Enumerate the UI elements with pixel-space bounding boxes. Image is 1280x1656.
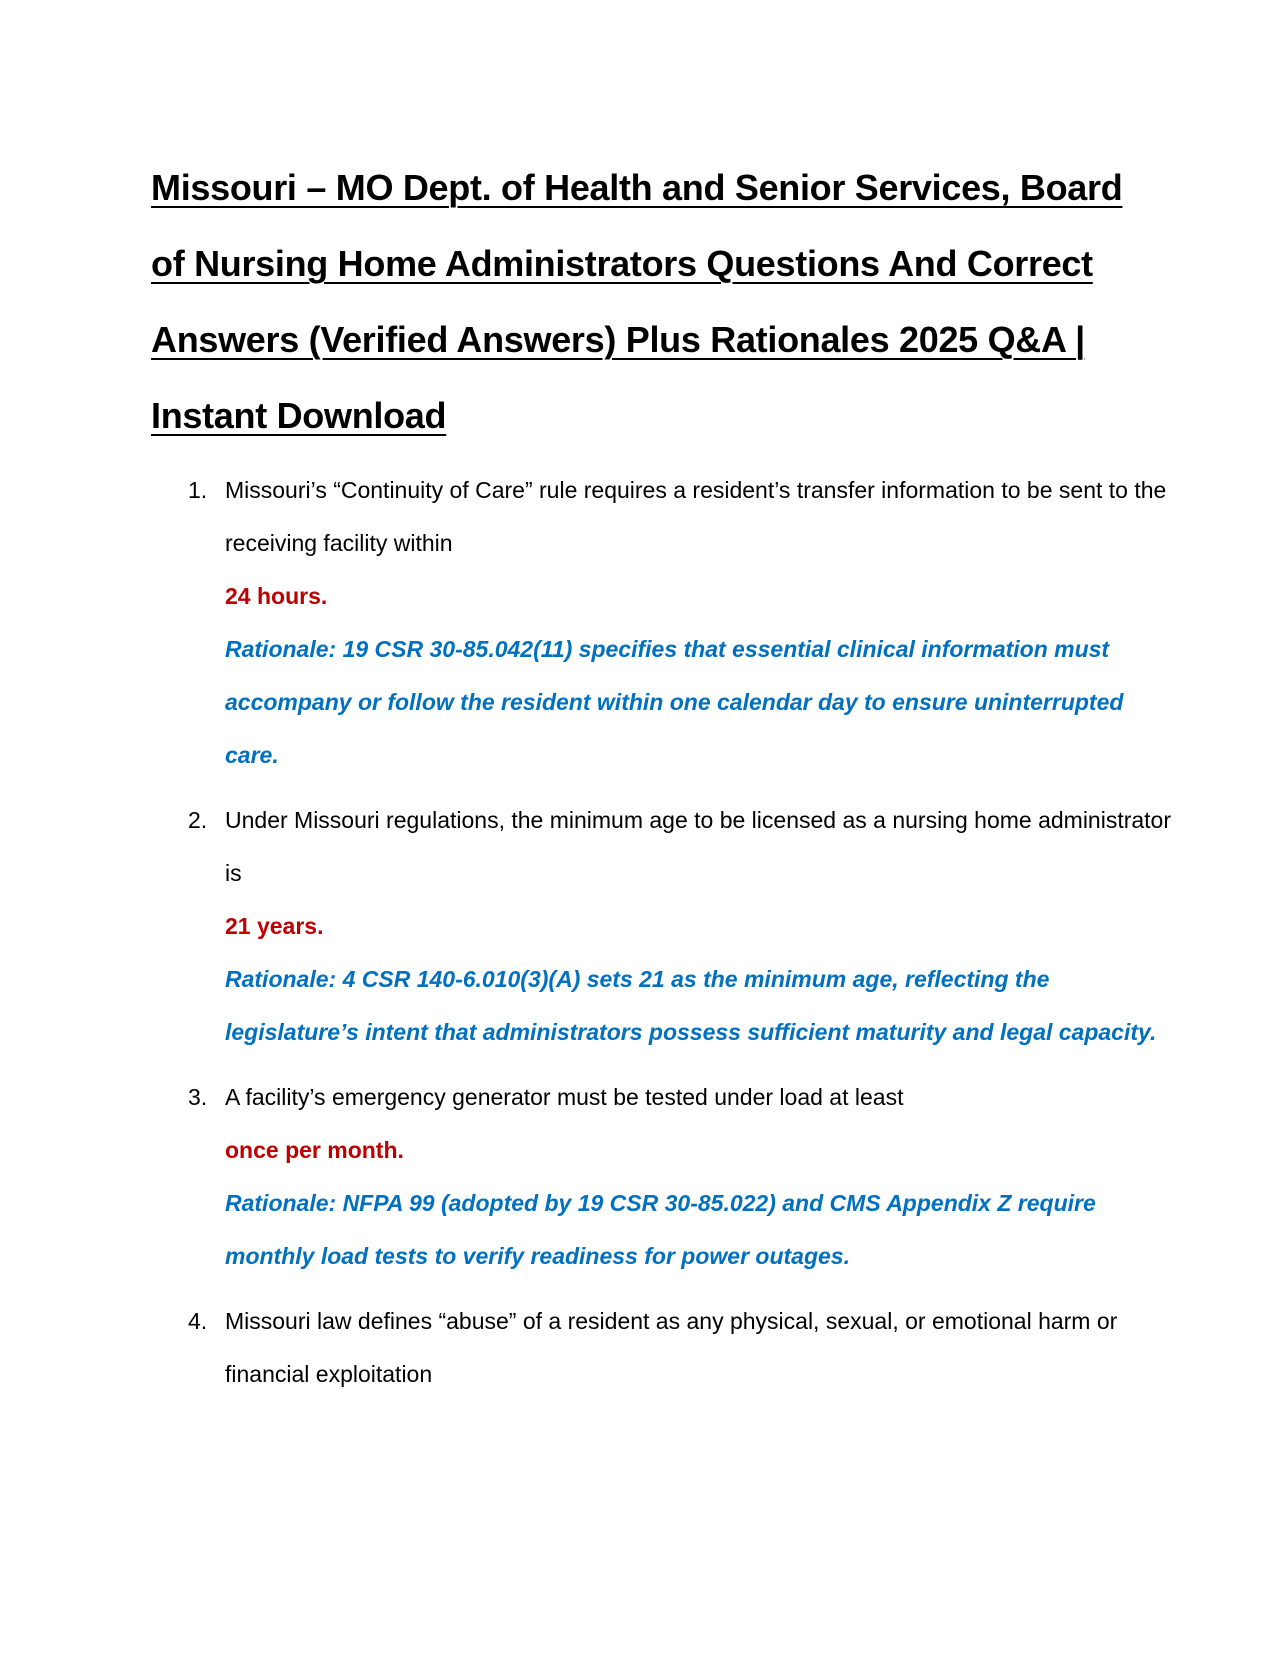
- answer-text: 24 hours.: [225, 583, 328, 609]
- question-item-2: [0, 794, 1280, 1059]
- question-text: Missouri’s “Continuity of Care” rule requires a resident’s transfer information to be sent to the receiving facility within: [225, 477, 1167, 556]
- question-text: A facility’s emergency generator must be tested under load at least: [225, 1084, 904, 1110]
- question-text: Missouri law defines “abuse” of a resident as any physical, sexual, or emotional harm or financial exploitation: [225, 1308, 1118, 1387]
- question-item-1: [0, 464, 1280, 782]
- question-item-3: [0, 1071, 1280, 1283]
- answer-text: 21 years.: [225, 913, 324, 939]
- rationale-text: Rationale: 19 CSR 30-85.042(11) specifies that essential clinical information must accompany or follow the resident within one calendar day to ensure uninterrupted care.: [225, 636, 1124, 768]
- answer-text: once per month.: [225, 1137, 404, 1163]
- rationale-text: Rationale: NFPA 99 (adopted by 19 CSR 30-85.022) and CMS Appendix Z require monthly load tests to verify readiness for power outages.: [225, 1190, 1096, 1269]
- question-number: 1.: [188, 477, 208, 503]
- question-item-4: [0, 1295, 1280, 1401]
- rationale-text: Rationale: 4 CSR 140-6.010(3)(A) sets 21 as the minimum age, reflecting the legislature’s intent that administrators possess sufficient maturity and legal capacity.: [225, 966, 1157, 1045]
- question-number: 3.: [188, 1084, 208, 1110]
- document-title: Missouri – MO Dept. of Health and Senior Services, Board of Nursing Home Administrators Questions And Correct Answers (Verified Answers) Plus Rationales 2025 Q&A | Instant Download: [151, 167, 1123, 436]
- question-text: Under Missouri regulations, the minimum age to be licensed as a nursing home administrator is: [225, 807, 1172, 886]
- question-number: 2.: [188, 807, 208, 833]
- question-list: [0, 464, 1280, 1413]
- question-number: 4.: [188, 1308, 208, 1334]
